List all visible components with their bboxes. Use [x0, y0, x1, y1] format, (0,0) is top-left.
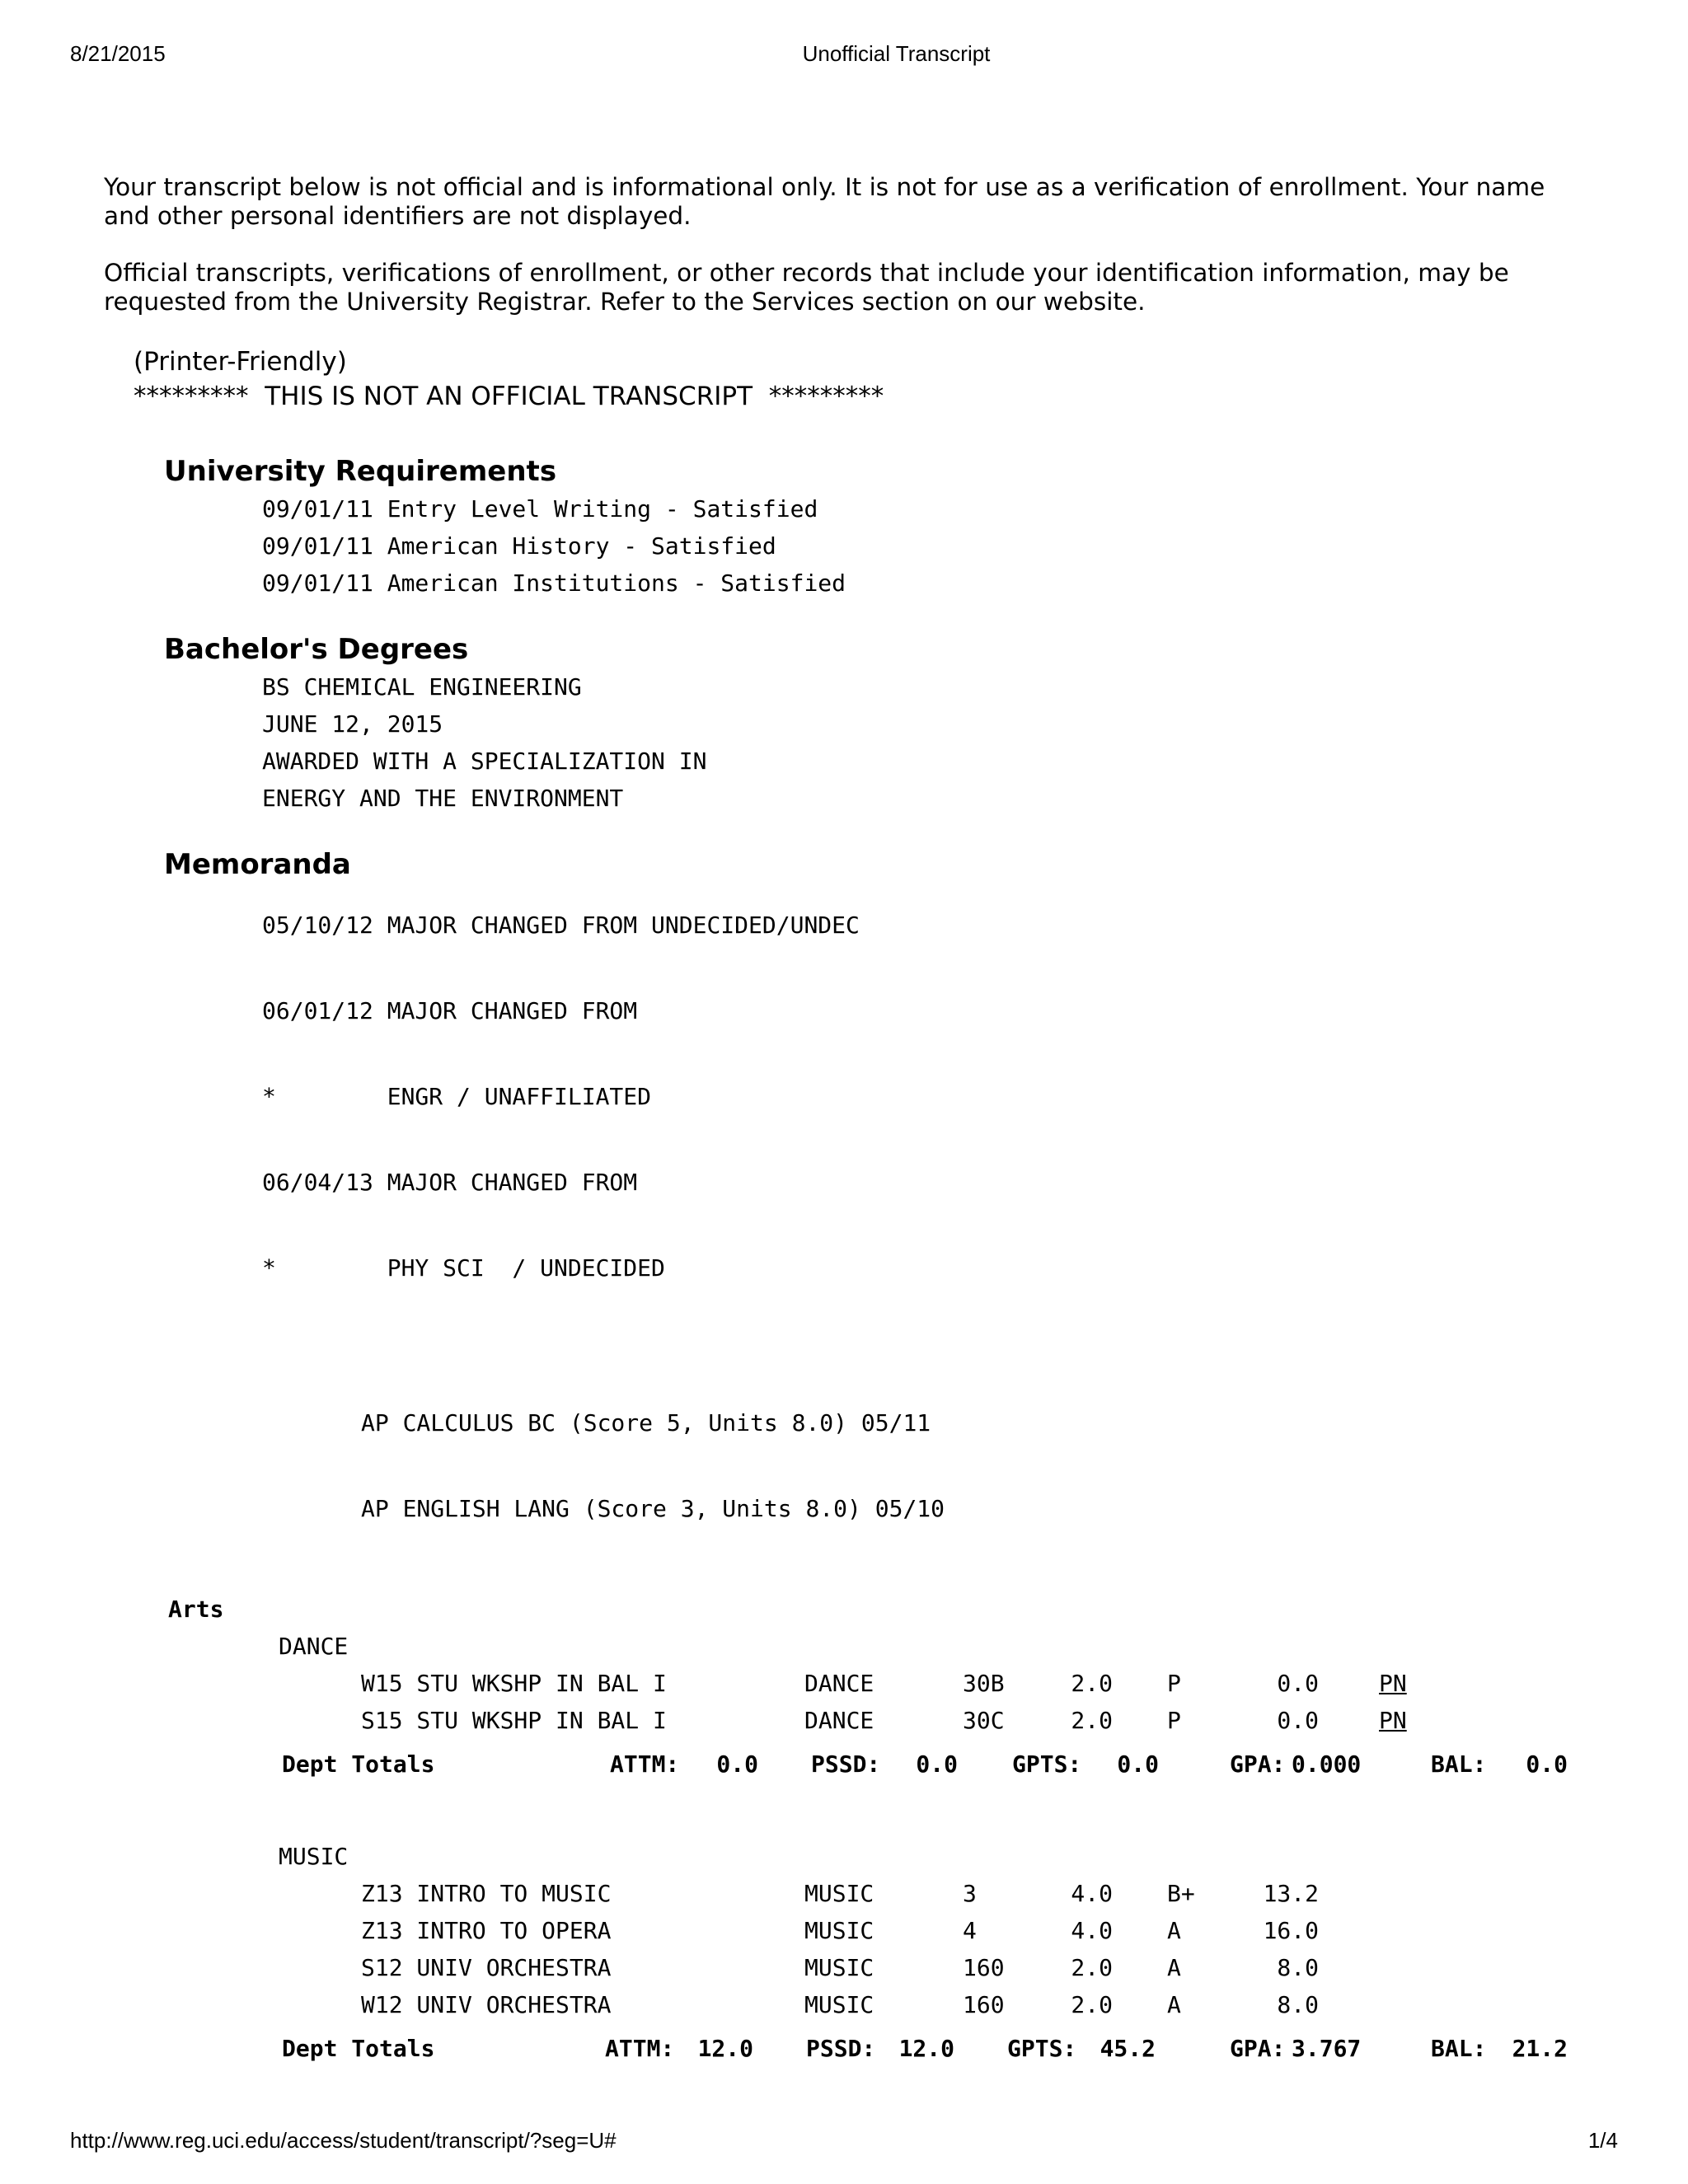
course-grade: A	[1167, 1954, 1181, 1981]
ap-credit-line: AP ENGLISH LANG (Score 3, Units 8.0) 05/10	[361, 1495, 945, 1522]
course-number: 160	[963, 1954, 1005, 1981]
notice-paragraph-2: Official transcripts, verifications of enrollment, or other records that include your identification information, may be requested from the University Registrar. Refer to the Services section on our website.	[104, 259, 1509, 316]
gpts-value: 45.2	[1100, 2035, 1156, 2062]
course-title: S12 UNIV ORCHESTRA	[361, 1954, 612, 1981]
page-title: Unofficial Transcript	[802, 41, 991, 66]
memoranda-heading: Memoranda	[164, 848, 351, 881]
course-points: 13.2	[1263, 1880, 1319, 1907]
bal-label: BAL:	[1431, 2035, 1487, 2062]
degree-line: BS CHEMICAL ENGINEERING	[262, 673, 582, 701]
memo-line: 06/04/13 MAJOR CHANGED FROM	[262, 1169, 638, 1196]
university-requirements-heading: University Requirements	[164, 455, 557, 488]
degree-line: JUNE 12, 2015	[262, 710, 443, 738]
memo-line: * ENGR / UNAFFILIATED	[262, 1083, 652, 1110]
attm-label: ATTM:	[610, 1750, 680, 1778]
course-number: 30C	[963, 1707, 1005, 1734]
gpts-label: GPTS:	[1012, 1750, 1082, 1778]
ap-credit-line: AP CALCULUS BC (Score 5, Units 8.0) 05/11	[361, 1409, 931, 1436]
course-title: S15 STU WKSHP IN BAL I	[361, 1707, 667, 1734]
course-grade: P	[1167, 1707, 1181, 1734]
attm-label: ATTM:	[605, 2035, 675, 2062]
course-points: 8.0	[1277, 1991, 1319, 2018]
course-dept: MUSIC	[804, 1991, 874, 2018]
requirement-item: 09/01/11 American History - Satisfied	[262, 532, 776, 560]
course-dept: MUSIC	[804, 1954, 874, 1981]
course-units: 2.0	[1071, 1707, 1113, 1734]
pssd-value: 12.0	[898, 2035, 954, 2062]
printer-friendly-link[interactable]: (Printer-Friendly)	[134, 347, 347, 377]
degrees-heading: Bachelor's Degrees	[164, 633, 469, 666]
course-title: W12 UNIV ORCHESTRA	[361, 1991, 612, 2018]
pssd-value: 0.0	[916, 1750, 958, 1778]
course-dept: DANCE	[804, 1707, 874, 1734]
course-units: 4.0	[1071, 1880, 1113, 1907]
course-number: 30B	[963, 1670, 1005, 1697]
course-points: 0.0	[1277, 1707, 1319, 1734]
gpa-value: 0.000	[1292, 1750, 1362, 1778]
memo-line: * PHY SCI / UNDECIDED	[262, 1254, 665, 1282]
pssd-label: PSSD:	[806, 2035, 876, 2062]
gpts-label: GPTS:	[1007, 2035, 1077, 2062]
course-number: 3	[963, 1880, 977, 1907]
attm-value: 0.0	[716, 1750, 758, 1778]
dept-totals-label: Dept Totals	[282, 2035, 435, 2062]
department-name: DANCE	[279, 1633, 349, 1660]
course-units: 2.0	[1071, 1670, 1113, 1697]
gpa-label: GPA:	[1230, 2035, 1286, 2062]
bal-value: 21.2	[1512, 2035, 1568, 2062]
course-title: W15 STU WKSHP IN BAL I	[361, 1670, 667, 1697]
notice-paragraph-1: Your transcript below is not official and is informational only. It is not for use as a verification of enrollment. Your name and other personal identifiers are not displayed.	[104, 173, 1545, 230]
pass-no-pass-link[interactable]: PN	[1379, 1670, 1407, 1697]
course-units: 4.0	[1071, 1917, 1113, 1944]
bal-label: BAL:	[1431, 1750, 1487, 1778]
course-dept: DANCE	[804, 1670, 874, 1697]
course-grade: B+	[1167, 1880, 1195, 1907]
attm-value: 12.0	[697, 2035, 753, 2062]
category-label: Arts	[168, 1596, 224, 1623]
gpa-value: 3.767	[1292, 2035, 1362, 2062]
bal-value: 0.0	[1526, 1750, 1568, 1778]
print-date: 8/21/2015	[70, 41, 166, 66]
course-grade: A	[1167, 1991, 1181, 2018]
pssd-label: PSSD:	[811, 1750, 881, 1778]
requirement-item: 09/01/11 Entry Level Writing - Satisfied	[262, 495, 818, 523]
department-name: MUSIC	[279, 1843, 349, 1870]
degree-line: ENERGY AND THE ENVIRONMENT	[262, 785, 624, 812]
unofficial-banner: ********* THIS IS NOT AN OFFICIAL TRANSCRIPT *********	[134, 382, 884, 411]
course-number: 4	[963, 1917, 977, 1944]
gpa-label: GPA:	[1230, 1750, 1286, 1778]
memo-line: 06/01/12 MAJOR CHANGED FROM	[262, 997, 638, 1024]
pass-no-pass-link[interactable]: PN	[1379, 1707, 1407, 1734]
course-grade: P	[1167, 1670, 1181, 1697]
course-dept: MUSIC	[804, 1880, 874, 1907]
course-number: 160	[963, 1991, 1005, 2018]
requirement-item: 09/01/11 American Institutions - Satisfied	[262, 569, 846, 597]
course-units: 2.0	[1071, 1991, 1113, 2018]
course-title: Z13 INTRO TO OPERA	[361, 1917, 612, 1944]
course-units: 2.0	[1071, 1954, 1113, 1981]
course-points: 16.0	[1263, 1917, 1319, 1944]
course-points: 8.0	[1277, 1954, 1319, 1981]
course-points: 0.0	[1277, 1670, 1319, 1697]
page-number: 1/4	[1587, 2128, 1618, 2153]
dept-totals-label: Dept Totals	[282, 1750, 435, 1778]
course-grade: A	[1167, 1917, 1181, 1944]
gpts-value: 0.0	[1117, 1750, 1159, 1778]
page-url: http://www.reg.uci.edu/access/student/transcript/?seg=U#	[70, 2128, 617, 2153]
memo-line: 05/10/12 MAJOR CHANGED FROM UNDECIDED/UNDEC	[262, 912, 860, 939]
course-title: Z13 INTRO TO MUSIC	[361, 1880, 612, 1907]
course-dept: MUSIC	[804, 1917, 874, 1944]
degree-line: AWARDED WITH A SPECIALIZATION IN	[262, 748, 707, 775]
